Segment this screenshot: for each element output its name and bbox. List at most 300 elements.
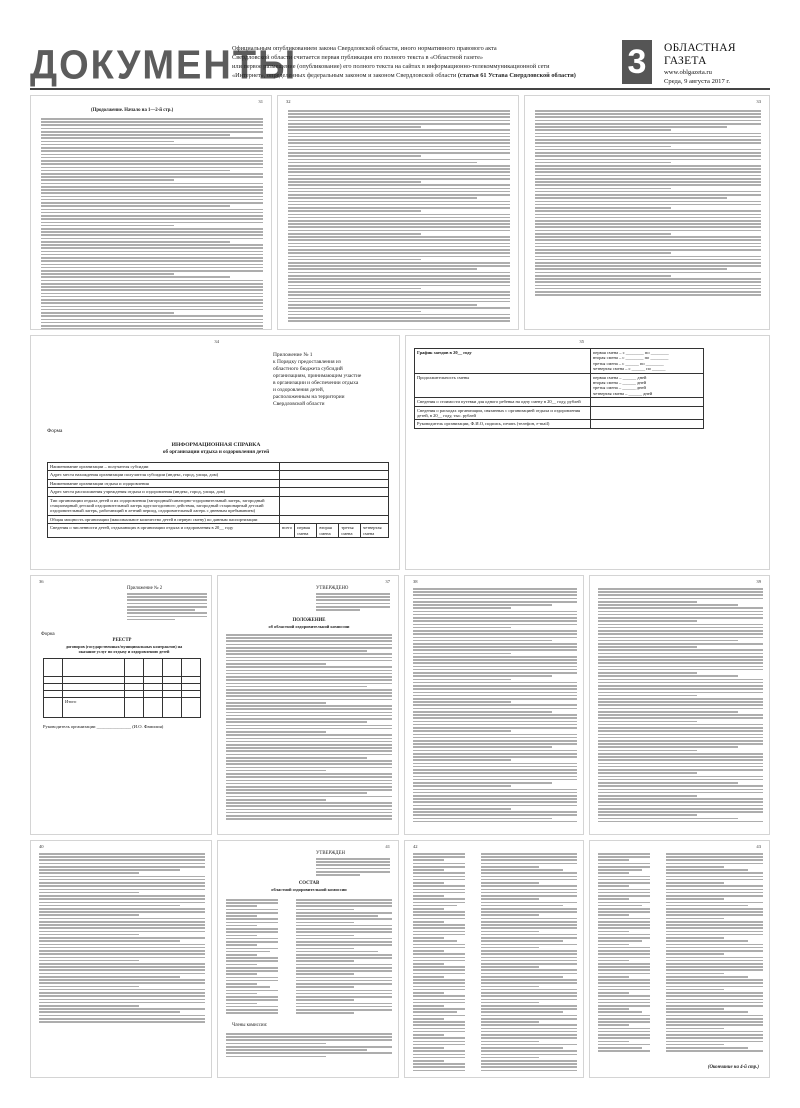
text-line — [288, 256, 510, 258]
text-line — [413, 811, 577, 813]
text-line — [598, 898, 629, 900]
text-line — [41, 228, 263, 230]
text-line — [41, 205, 230, 207]
value-cell[interactable] — [280, 479, 389, 487]
doc-subtitle: об областной оздоровительной комиссии — [268, 624, 350, 629]
issue-date: Среда, 9 августа 2017 г. — [664, 78, 731, 85]
cell[interactable] — [125, 691, 144, 698]
text-line — [39, 1021, 205, 1023]
text-line — [481, 853, 577, 855]
text-line — [288, 184, 510, 186]
text-line — [41, 128, 263, 130]
page-number: 43 — [756, 844, 761, 849]
text-line — [598, 746, 738, 748]
cell[interactable] — [144, 691, 163, 698]
shift-dates — [591, 349, 704, 374]
text-line — [288, 149, 510, 151]
text-line — [413, 866, 465, 868]
text-line — [535, 278, 761, 280]
text-line — [226, 912, 278, 914]
table-row — [415, 420, 704, 428]
text-line — [598, 859, 629, 861]
text-line — [598, 1008, 629, 1010]
text-line — [41, 215, 263, 217]
text-line — [598, 659, 763, 661]
text-line — [413, 704, 577, 706]
cell[interactable] — [163, 677, 182, 684]
text-line — [41, 322, 263, 324]
text-line — [226, 676, 392, 678]
text-line — [413, 869, 444, 871]
text-line — [226, 802, 392, 804]
cell[interactable] — [181, 677, 200, 684]
cell[interactable] — [62, 691, 124, 698]
text-line — [39, 1005, 139, 1007]
text-line — [666, 892, 763, 894]
text-line — [598, 818, 738, 820]
text-line — [481, 989, 577, 991]
text-line — [481, 1037, 577, 1039]
publication-notice — [232, 44, 627, 80]
cell[interactable] — [62, 684, 124, 691]
text-line — [296, 999, 354, 1001]
cell[interactable] — [62, 677, 124, 684]
text-line — [226, 718, 392, 720]
text-line — [535, 281, 761, 283]
text-line — [39, 902, 205, 904]
text-line — [481, 1031, 577, 1033]
text-line — [666, 1005, 763, 1007]
text-line — [41, 260, 263, 262]
text-line — [598, 617, 763, 619]
text-line — [288, 262, 510, 264]
body-text — [535, 110, 761, 298]
text-line — [226, 915, 257, 917]
text-line — [413, 1005, 444, 1007]
text-line — [666, 979, 763, 981]
value-cell[interactable] — [280, 496, 389, 515]
continuation-note: (Продолжение. Начало на 1—2-й стр.) — [91, 108, 174, 113]
header-cell — [163, 659, 182, 677]
text-line — [598, 594, 763, 596]
table-row — [44, 691, 201, 698]
text-line — [39, 1002, 205, 1004]
text-line — [226, 734, 392, 736]
text-line — [39, 1015, 205, 1017]
text-line — [413, 934, 465, 936]
text-line — [226, 695, 392, 697]
text-line — [296, 951, 378, 953]
text-line — [41, 302, 263, 304]
text-line — [41, 173, 263, 175]
member-positions — [666, 853, 763, 1054]
text-line — [598, 969, 650, 971]
text-line — [288, 207, 510, 209]
document-page-38 — [404, 575, 584, 835]
text-line — [288, 155, 421, 157]
value-cell[interactable] — [591, 398, 704, 406]
text-line — [39, 979, 205, 981]
text-line — [226, 731, 326, 733]
text-line — [288, 317, 510, 319]
paper-url[interactable]: www.oblgazeta.ru — [664, 69, 712, 76]
text-line — [296, 909, 354, 911]
text-line — [413, 976, 444, 978]
text-line — [288, 210, 421, 212]
text-line — [598, 727, 763, 729]
page-number: 38 — [413, 579, 418, 584]
text-line — [39, 947, 205, 949]
text-line — [481, 1018, 577, 1020]
text-line — [413, 669, 577, 671]
row-label: Сведения о расходах организации, связанных с организацией отдыха и оздоровления детей, в 20__ году, тыс. рублей — [415, 406, 591, 420]
text-line — [413, 611, 577, 613]
text-line — [666, 986, 763, 988]
text-line — [413, 607, 511, 609]
text-line — [39, 872, 139, 874]
text-line — [413, 1018, 444, 1020]
body-text — [413, 588, 577, 824]
document-page-42 — [404, 840, 584, 1078]
duration-line: вторая смена – ______ дней — [593, 380, 647, 386]
text-line — [288, 298, 510, 300]
text-line — [226, 944, 257, 946]
text-line — [666, 911, 763, 913]
text-line — [288, 243, 510, 245]
text-line — [598, 604, 738, 606]
row-label: Руководитель организации, Ф.И.О, подпись, печать (телефон, e-mail) — [415, 420, 591, 428]
text-line — [666, 872, 763, 874]
text-line — [535, 236, 761, 238]
text-line — [481, 895, 577, 897]
text-line — [39, 856, 205, 858]
text-line — [481, 986, 539, 988]
text-line — [288, 201, 510, 203]
text-line — [41, 244, 263, 246]
text-line — [226, 647, 392, 649]
text-line — [288, 165, 510, 167]
text-line — [39, 986, 139, 988]
text-line — [226, 951, 270, 953]
text-line — [598, 911, 650, 913]
text-line — [127, 606, 207, 608]
row-label: Сведения о численности детей, отдыхающих в организации отдыха и оздоровления в 20__ году — [48, 524, 280, 538]
cell[interactable] — [181, 684, 200, 691]
text-line — [226, 1009, 278, 1011]
text-line — [41, 176, 263, 178]
text-line — [598, 607, 763, 609]
text-line — [288, 259, 421, 261]
text-line — [413, 892, 465, 894]
text-line — [481, 856, 577, 858]
text-line — [413, 979, 465, 981]
text-line — [226, 744, 392, 746]
paper-info — [664, 42, 774, 86]
text-line — [481, 960, 577, 962]
cell[interactable] — [44, 684, 63, 691]
text-line — [666, 882, 724, 884]
text-line — [296, 948, 354, 950]
appendix-line: к Порядку предоставления из — [273, 359, 341, 365]
text-line — [413, 721, 577, 723]
text-line — [41, 134, 230, 136]
text-line — [535, 239, 761, 241]
text-line — [226, 957, 278, 959]
text-line — [481, 957, 577, 959]
cell[interactable] — [163, 684, 182, 691]
text-line — [288, 223, 510, 225]
text-line — [413, 905, 457, 907]
text-line — [598, 805, 763, 807]
text-line — [226, 796, 392, 798]
text-line — [296, 938, 392, 940]
text-line — [413, 772, 577, 774]
text-line — [41, 124, 263, 126]
text-line — [39, 921, 205, 923]
text-line — [666, 918, 724, 920]
text-line — [535, 152, 761, 154]
text-line — [598, 869, 642, 871]
text-line — [481, 869, 563, 871]
text-line — [666, 869, 748, 871]
cell[interactable] — [163, 698, 182, 718]
text-line — [226, 899, 278, 901]
text-line — [535, 259, 761, 261]
cell[interactable] — [163, 691, 182, 698]
text-line — [226, 786, 392, 788]
text-line — [296, 925, 392, 927]
value-cell[interactable] — [591, 406, 704, 420]
cell[interactable] — [144, 677, 163, 684]
text-line — [598, 682, 763, 684]
row-label: Общая мощность организации (максимальное количество детей в первую смену) по данным паспортизации — [48, 515, 280, 523]
value-cell[interactable] — [280, 463, 389, 471]
text-line — [413, 982, 465, 984]
text-line — [535, 197, 727, 199]
text-line — [666, 866, 724, 868]
text-line — [39, 995, 205, 997]
text-line — [413, 989, 465, 991]
text-line — [413, 927, 465, 929]
text-line — [598, 598, 763, 600]
text-line — [413, 1054, 465, 1056]
cell[interactable] — [125, 698, 144, 718]
text-line — [226, 686, 367, 688]
text-line — [598, 662, 763, 664]
text-line — [413, 594, 577, 596]
cell[interactable] — [144, 698, 163, 718]
text-line — [413, 808, 511, 810]
text-line — [598, 1028, 650, 1030]
text-line — [413, 756, 577, 758]
text-line — [598, 730, 763, 732]
text-line — [413, 624, 577, 626]
text-line — [226, 815, 392, 817]
text-line — [288, 123, 510, 125]
text-line — [598, 776, 763, 778]
doc-title: РЕЕСТР — [112, 638, 132, 643]
text-line — [127, 612, 207, 614]
text-line — [39, 1008, 205, 1010]
table-row — [48, 479, 389, 487]
appendix-line: и оздоровления детей, — [273, 387, 325, 393]
body-text — [226, 634, 392, 822]
text-line — [39, 879, 205, 881]
table-row — [415, 373, 704, 398]
text-line — [413, 711, 552, 713]
text-line — [535, 136, 761, 138]
approved-label: УТВЕРЖДЕН — [316, 851, 345, 856]
text-line — [39, 989, 205, 991]
text-line — [598, 973, 650, 975]
notice-line: или первое размещение (опубликование) его полного текста на сайтах в информационно-телекоммуникационной сети — [232, 63, 550, 70]
cell[interactable] — [181, 698, 200, 718]
text-line — [127, 603, 207, 605]
text-line — [413, 885, 465, 887]
text-line — [535, 194, 761, 196]
text-line — [41, 247, 263, 249]
text-line — [413, 682, 577, 684]
text-line — [481, 879, 577, 881]
text-line — [481, 892, 577, 894]
text-line — [598, 591, 763, 593]
text-line — [296, 970, 392, 972]
text-line — [598, 740, 763, 742]
text-line — [598, 986, 650, 988]
text-line — [598, 724, 763, 726]
text-line — [598, 792, 763, 794]
text-line — [226, 931, 278, 933]
cell[interactable] — [144, 684, 163, 691]
cell[interactable] — [44, 691, 63, 698]
shift-header: четвертая смена — [360, 524, 388, 538]
text-line — [413, 960, 465, 962]
text-line — [288, 181, 421, 183]
text-line — [288, 291, 510, 293]
text-line — [666, 1002, 763, 1004]
text-line — [39, 953, 205, 955]
text-line — [288, 197, 477, 199]
text-line — [598, 976, 629, 978]
page-number: 36 — [39, 579, 44, 584]
text-line — [39, 869, 180, 871]
text-line — [666, 1031, 763, 1033]
text-line — [39, 940, 180, 942]
text-line — [598, 1044, 650, 1046]
text-line — [226, 712, 392, 714]
cell[interactable] — [125, 677, 144, 684]
doc-title: ПОЛОЖЕНИЕ — [292, 618, 326, 623]
text-line — [39, 1018, 205, 1020]
text-line — [413, 714, 577, 716]
text-line — [226, 1049, 367, 1051]
text-line — [296, 977, 392, 979]
text-line — [481, 918, 577, 920]
text-line — [666, 960, 763, 962]
text-line — [288, 194, 510, 196]
page-number: 33 — [756, 99, 761, 104]
text-line — [535, 139, 761, 141]
text-line — [288, 159, 510, 161]
text-line — [413, 688, 577, 690]
text-line — [226, 1003, 257, 1005]
text-line — [413, 640, 552, 642]
text-line — [226, 983, 257, 985]
shift-line: четвертая смена – с ______ по ______ — [593, 366, 666, 372]
text-line — [413, 1002, 465, 1004]
page-number: 37 — [385, 579, 390, 584]
text-line — [666, 1041, 763, 1043]
text-line — [413, 821, 577, 823]
text-line — [226, 721, 367, 723]
text-line — [535, 116, 761, 118]
text-line — [598, 714, 763, 716]
text-line — [598, 814, 697, 816]
text-line — [413, 1044, 465, 1046]
cell[interactable] — [44, 677, 63, 684]
text-line — [598, 695, 697, 697]
text-line — [666, 995, 763, 997]
text-line — [598, 811, 763, 813]
text-line — [666, 1021, 763, 1023]
text-line — [413, 992, 444, 994]
body-text — [288, 110, 510, 323]
text-line — [226, 999, 278, 1001]
text-line — [39, 966, 205, 968]
value-cell[interactable] — [280, 471, 389, 479]
text-line — [226, 683, 392, 685]
value-cell[interactable] — [591, 420, 704, 428]
value-cell[interactable] — [280, 515, 389, 523]
document-page-43 — [589, 840, 770, 1078]
text-line — [413, 604, 552, 606]
text-line — [226, 699, 392, 701]
text-line — [41, 306, 263, 308]
text-line — [481, 859, 577, 861]
text-line — [127, 609, 195, 611]
text-line — [226, 990, 278, 992]
text-line — [598, 895, 650, 897]
text-line — [127, 593, 207, 595]
text-line — [41, 241, 230, 243]
text-line — [413, 805, 577, 807]
cell[interactable] — [125, 684, 144, 691]
text-line — [226, 1036, 392, 1038]
text-line — [413, 889, 465, 891]
text-line — [598, 960, 629, 962]
text-line — [296, 957, 392, 959]
text-line — [598, 940, 642, 942]
text-line — [413, 776, 577, 778]
text-line — [41, 312, 174, 314]
text-line — [666, 1037, 763, 1039]
text-line — [666, 931, 763, 933]
text-line — [598, 801, 763, 803]
appendix-line: Свердловской области — [273, 401, 325, 407]
text-line — [481, 934, 577, 936]
text-line — [481, 898, 539, 900]
text-line — [666, 902, 763, 904]
text-line — [296, 1009, 392, 1011]
text-line — [127, 599, 207, 601]
total-label: Итого — [62, 698, 124, 718]
value-cell[interactable] — [280, 488, 389, 496]
cell[interactable] — [181, 691, 200, 698]
text-line — [288, 116, 510, 118]
text-line — [296, 1003, 392, 1005]
text-line — [41, 238, 263, 240]
text-line — [535, 243, 761, 245]
